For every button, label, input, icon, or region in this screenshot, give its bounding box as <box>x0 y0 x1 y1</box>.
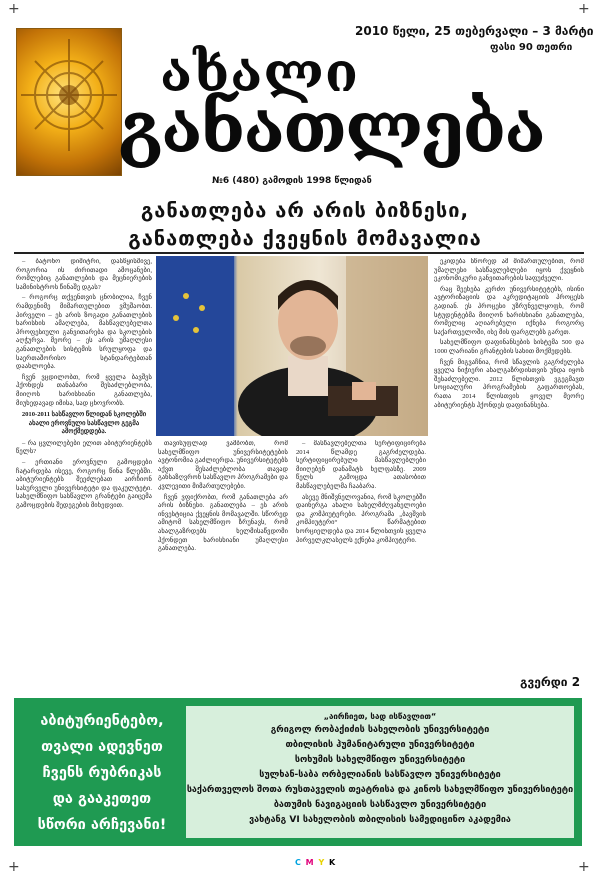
university-list-heading: „აირჩიეთ, სად ისწავლით“ <box>323 712 437 721</box>
main-headline <box>70 196 540 252</box>
promo-callout-line: სწორი არჩევანი! <box>37 817 167 833</box>
cmyk-color-bar <box>294 858 336 867</box>
promo-callout-line: აბიტურიენტებო, <box>40 713 164 729</box>
university-list-item: სოხუმის სახელმწიფო უნივერსიტეტი <box>294 755 466 765</box>
university-list-item: სულხან-საბა ორბელიანის სასწავლო უნივერსიტეტი <box>259 770 501 780</box>
university-list-panel <box>186 706 574 838</box>
article-paragraph: – ერთიანი ეროვნული გამოცდები ჩატარდება ისევე, როგორც წინა წლებში. აბიტურიენტებს შეეძლებათ აირჩიონ სასურველი უნივერსიტეტი და ფაკულტეტი. სახელმწიფო სასწავლო გრანტები გაიცემა გამოცდების შედეგების მიხედვით. <box>16 459 152 510</box>
article-paragraph: რაც შეეხება კერძო უნივერსიტეტებს, ისინი ავტორიზაციის და აკრედიტაციის პროცესს გადიან. ეს პროცესი უზრუნველყოფს, რომ სტუდენტებმა მიიღონ ხარისხიანი განათლება, რომელიც აღიარებული იქნება როგორც საქართველოში, ისე მის ფარგლებს გარეთ. <box>434 285 584 336</box>
cmyk-k: K <box>329 858 336 867</box>
crop-mark-top-right: + <box>578 1 590 17</box>
issue-number: №6 (480) გამოდის 1998 წლიდან <box>212 176 372 186</box>
article-paragraph: ჩვენ ვცდილობთ, რომ ყველა ბავშვს ჰქონდეს თანაბარი შესაძლებლობა, მიიღოს ხარისხიანი განათლება, მიუხედავად იმისა, სად ცხოვრობს. <box>16 373 152 407</box>
article-paragraph: ჩვენ ვფიქრობთ, რომ განათლება არ არის ბიზნესი. განათლება – ეს არის ინვესტიცია ქვეყნის მომავალში. სწორედ ამიტომ სახელმწიფო ზრუნავს, რომ ახალგაზრდებს ხელმისაწვდომი ჰქონდეთ ხარისხიანი უმაღლესი განათლება. <box>158 493 288 553</box>
promo-callout-line: ჩვენს რუბრიკას <box>42 765 162 781</box>
article-paragraph: ეკიდება სწორედ ამ მიმართულებით, რომ უმაღლესი სასწავლებლები იყოს ქვეყნის ეკონომიკური განვითარების საფუძველი. <box>434 258 584 283</box>
article-subheading: 2010-2011 სასწავლო წლიდან სკოლებში ახალი ეროვნული სასწავლო გეგმა ამოქმედდება. <box>21 411 147 436</box>
university-list-item: ვახტანგ VI სახელობის თბილისის სამედიცინო აკადემია <box>249 815 511 825</box>
crop-mark-bottom-right: + <box>578 859 590 875</box>
cmyk-c: C <box>295 858 301 867</box>
university-list-item: საქართველოს შოთა რუსთაველის თეატრისა და კინოს სახელმწიფო უნივერსიტეტი <box>186 785 574 795</box>
university-list-item: გრიგოლ რობაქიძის სახელობის უნივერსიტეტი <box>270 725 490 735</box>
article-paragraph: ჩვენ მიგვაჩნია, რომ სწავლის გაგრძელება ყველა ნიჭიერი ახალგაზრდისთვის უნდა იყოს შესაძლებელი. 2012 წლისთვის ვგეგმავთ სოციალური პროგრამების გაფართოებას, რათა 2014 წლისთვის ყოველ მეორე აბიტურიენტს ჰქონდეს დაფინანსება. <box>434 358 584 409</box>
newspaper-title-top: ახალი <box>160 40 359 104</box>
article-column-middle-2 <box>296 440 426 690</box>
continued-on-page-label: გვერდი 2 <box>520 675 581 689</box>
headline-divider <box>14 252 584 254</box>
interview-photo <box>156 256 428 436</box>
article-paragraph: – მასწავლებელთა სერტიფიცირება 2014 წლამდე გაგრძელდება. სერტიფიცირებული მასწავლებლები მიიღებენ დანამატს ხელფასზე. 2009 წელს გამოცდა ათასობით მასწავლებელმა ჩააბარა. <box>296 440 426 490</box>
article-column-left <box>16 258 152 688</box>
article-paragraph: – რა ცვლილებები ელით აბიტურიენტებს წელს? <box>16 439 152 456</box>
promo-callout-line: თვალი ადევნეთ <box>41 739 163 755</box>
article-column-right <box>434 258 584 668</box>
headline-line-1: განათლება არ არის ბიზნესი, <box>140 198 470 222</box>
newspaper-title-main: განათლება <box>118 86 544 169</box>
crop-mark-top-left: + <box>8 1 20 17</box>
promo-callout <box>22 706 182 840</box>
sun-emblem-logo <box>16 28 122 176</box>
university-list-item: თბილისის ჰუმანიტარული უნივერსიტეტი <box>285 740 475 750</box>
article-paragraph: ასევე მნიშვნელოვანია, რომ სკოლებში დაინერგა ახალი სახელმძღვანელოები და კომპიუტერები. პროგრამა „ბავშვის კომპიუტერი“ წარმატებით ხორციელდება და 2014 წლისთვის ყველა პირველკლასელს ექნება კომპიუტერი. <box>296 493 426 544</box>
issue-date: 2010 წელი, 25 თებერვალი – 3 მარტი <box>355 24 594 38</box>
university-list-item: ბათუმის ნავიგაციის სასწავლო უნივერსიტეტი <box>273 800 487 810</box>
university-list <box>186 723 574 828</box>
article-column-middle-1 <box>158 440 288 690</box>
article-paragraph: სახელმწიფო დაფინანსების სისტემა 500 და 1000 ლარიანი გრანტების სახით მოქმედებს. <box>434 339 584 355</box>
cmyk-y: Y <box>318 858 325 867</box>
article-paragraph: – როგორც თქვენთვის ცნობილია, ჩვენ რამდენიმე მიმართულებით ვმუშაობთ. პირველი – ეს არის ზოგადი განათლების ხარისხის ამაღლება, მასწავლებელთა პროფესიული განვითარება და სკოლების აღჭურვა. მეორე – ეს არის უმაღლესი განათლების სისტემის სრულყოფა და საერთაშორისო სტანდარტებთან დაახლოება. <box>16 294 152 371</box>
issue-price: ფასი 90 თეთრი <box>490 42 573 53</box>
article-paragraph: თავისუფლად ვამბობთ, რომ სახელმწიფო უნივერსიტეტების ავტონომია გაძლიერდა. უნივერსიტეტებს აქვთ შესაძლებლობა თავად განსაზღვრონ სასწავლო პროგრამები და კვლევითი მიმართულებები. <box>158 440 288 490</box>
headline-line-2: განათლება ქვეყნის მომავალია <box>128 226 482 250</box>
promo-box <box>14 698 582 846</box>
article-paragraph: – ბატონო დიმიტრი, დასწყისშივე, როგორია ის ძირითადი ამოცანები, რომლებიც განათლების და მეცნიერების სამინისტროს წინაშე დგას? <box>16 258 152 291</box>
masthead <box>0 0 600 190</box>
crop-mark-bottom-left: + <box>8 859 20 875</box>
promo-callout-line: და გააკეთეთ <box>52 791 152 807</box>
cmyk-m: M <box>305 858 314 867</box>
